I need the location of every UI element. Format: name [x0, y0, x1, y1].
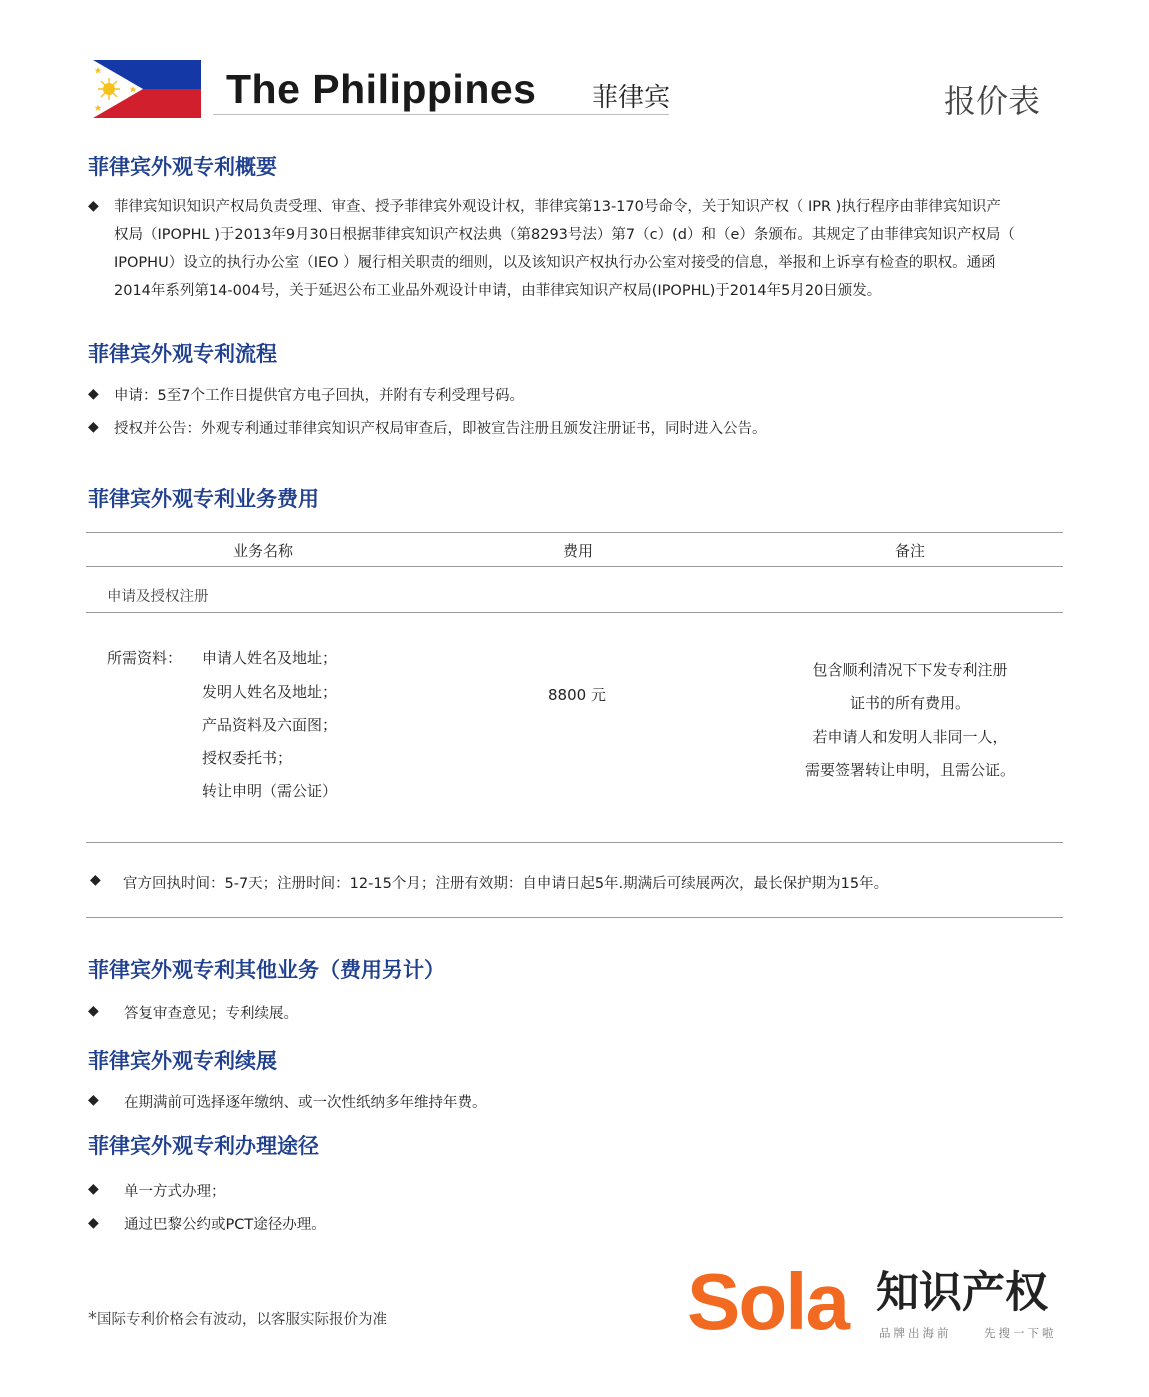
other-services-heading: 菲律宾外观专利其他业务（费用另计）: [88, 958, 445, 982]
sola-logo: Sola: [687, 1257, 848, 1346]
logo-slogan-2: 先搜一下啦: [984, 1326, 1057, 1340]
price-disclaimer-text: 国际专利价格会有波动，以客服实际报价为准: [97, 1312, 387, 1328]
price-disclaimer: [88, 1308, 387, 1329]
table-rule: [86, 532, 1063, 533]
diamond-bullet-icon: ◆: [88, 1003, 99, 1019]
page-title-chinese: 菲律宾: [592, 83, 671, 113]
diamond-bullet-icon: ◆: [88, 198, 99, 214]
overview-line: 2014年系列第14-004号，关于延迟公布工业品外观设计申请，由菲律宾知识产权局(IPOPHL)于2014年5月20日颁发。: [114, 283, 882, 299]
materials-item: 产品资料及六面图；: [202, 716, 338, 734]
materials-item: 授权委托书；: [202, 749, 293, 767]
document-type-label: 报价表: [944, 82, 1041, 120]
diamond-bullet-icon: ◆: [88, 386, 99, 402]
overview-line: 权局（IPOPHL )于2013年9月30日根据菲律宾知识产权法典（第8293号法）第7（c）(d）和（e）条颁布。其规定了由菲律宾知识产权局（: [114, 227, 1015, 243]
routes-heading: 菲律宾外观专利办理途径: [88, 1134, 319, 1158]
process-item: 授权并公告：外观专利通过菲律宾知识产权局审查后，即被宣告注册且颁发注册证书，同时进入公告。: [114, 421, 767, 437]
routes-item: 单一方式办理；: [124, 1184, 226, 1200]
diamond-bullet-icon: ◆: [88, 1215, 99, 1231]
title-underline: [213, 114, 669, 115]
timing-note: 官方回执时间：5-7天；注册时间：12-15个月；注册有效期：自申请日起5年.期满后可续展两次，最长保护期为15年。: [123, 876, 889, 892]
overview-line: 菲律宾知识知识产权局负责受理、审查、授予菲律宾外观设计权，菲律宾第13-170号命令，关于知识产权（ IPR )执行程序由菲律宾知识产: [114, 199, 1001, 215]
diamond-bullet-icon: ◆: [88, 1181, 99, 1197]
diamond-bullet-icon: ◆: [90, 872, 101, 888]
routes-item: 通过巴黎公约或PCT途径办理。: [124, 1217, 326, 1233]
table-rule: [86, 612, 1063, 613]
remarks-line: 证书的所有费用。: [849, 694, 970, 712]
logo-slogan-1: 品牌出海前: [879, 1326, 952, 1340]
table-rule: [86, 842, 1063, 843]
remarks-line: 若申请人和发明人非同一人，: [812, 728, 1008, 746]
overview-line: IPOPHU）设立的执行办公室（IEO ）履行相关职责的细则，以及该知识产权执行办公室对接受的信息，举报和上诉享有检查的职权。通函: [114, 255, 996, 271]
materials-item: 发明人姓名及地址；: [202, 683, 338, 701]
overview-heading: 菲律宾外观专利概要: [88, 155, 277, 179]
renewal-heading: 菲律宾外观专利续展: [88, 1049, 277, 1073]
logo-chinese-name: 知识产权: [876, 1268, 1048, 1318]
renewal-item: 在期满前可选择逐年缴纳、或一次性纸纳多年维持年费。: [124, 1095, 487, 1111]
overview-paragraph: [114, 193, 1054, 305]
remarks-line: 需要签署转让申明，且需公证。: [804, 761, 1015, 779]
table-section-row: 申请及授权注册: [107, 589, 209, 605]
asterisk-mark: *: [88, 1308, 97, 1329]
materials-label: 所需资料：: [107, 649, 183, 667]
diamond-bullet-icon: ◆: [88, 419, 99, 435]
table-rule: [86, 566, 1063, 567]
diamond-bullet-icon: ◆: [88, 1092, 99, 1108]
process-item: 申请：5至7个工作日提供官方电子回执，并附有专利受理号码。: [114, 388, 524, 404]
fees-heading: 菲律宾外观专利业务费用: [88, 487, 319, 511]
remarks-line: 包含顺利清况下下发专利注册: [812, 661, 1008, 679]
process-heading: 菲律宾外观专利流程: [88, 342, 277, 366]
materials-item: 转让申明（需公证）: [202, 782, 338, 800]
page-title-english: The Philippines: [226, 66, 537, 112]
other-services-item: 答复审查意见；专利续展。: [124, 1006, 298, 1022]
philippines-flag-icon: [93, 60, 201, 118]
table-rule: [86, 917, 1063, 918]
fee-amount: 8800 元: [548, 686, 606, 704]
column-header-fee: 费用: [562, 542, 593, 560]
column-header-remarks: 备注: [894, 542, 925, 560]
column-header-service: 业务名称: [232, 542, 293, 560]
materials-item: 申请人姓名及地址；: [202, 649, 338, 667]
